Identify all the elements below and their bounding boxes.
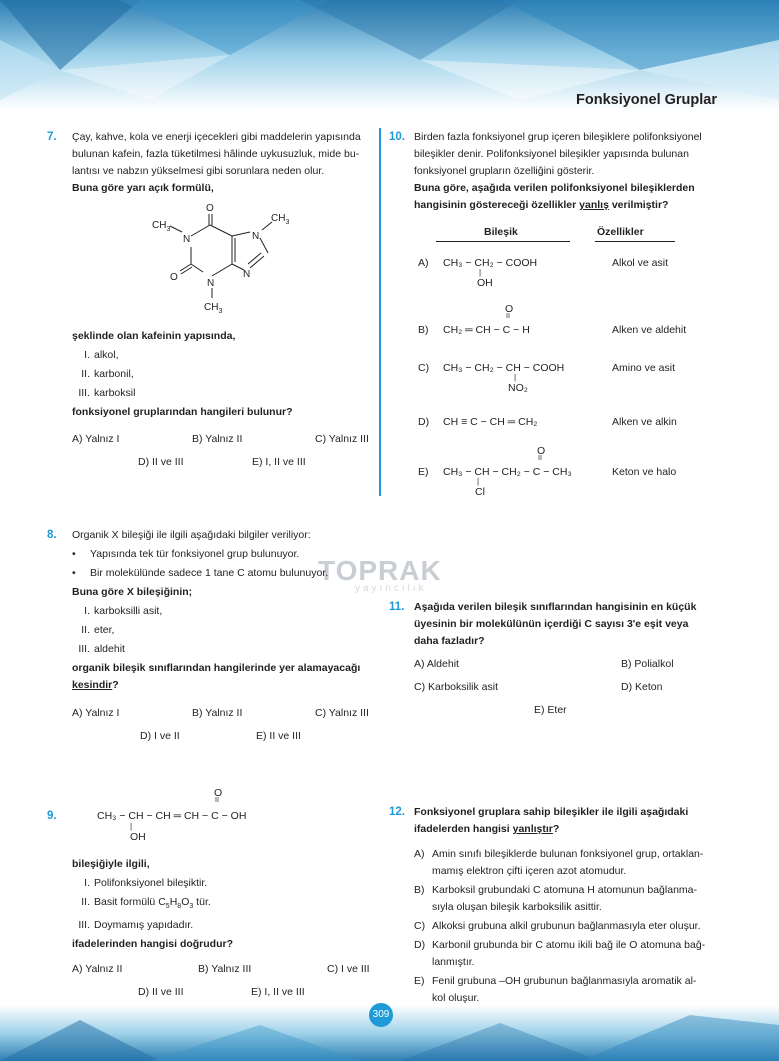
option-a[interactable]: A) Aldehit xyxy=(414,658,459,670)
option-b[interactable]: B) Yalnız III xyxy=(198,963,252,975)
list-item: II. karbonil, xyxy=(81,368,134,380)
question-7-number: 7. xyxy=(47,131,57,143)
q10-intro-line: bileşikler denir. Polifonksiyonel bileşikler yapısında bulunan xyxy=(414,148,689,160)
row-double-bond: II xyxy=(538,455,542,462)
o-top-label: O xyxy=(206,203,214,214)
row-top-group: O xyxy=(505,303,514,315)
option-c[interactable]: C) Yalnız III xyxy=(315,433,369,445)
option-e[interactable]: E) I, II ve III xyxy=(251,986,305,998)
row-double-bond: II xyxy=(506,313,510,320)
option-c[interactable]: C) Karboksilik asit xyxy=(414,681,499,693)
q11-question-line: daha fazladır? xyxy=(414,635,485,647)
row-letter: C) xyxy=(418,362,430,374)
q12-question-line: ifadelerden hangisi yanlıştır? xyxy=(414,823,560,835)
row-property: Alken ve alkin xyxy=(612,416,677,428)
watermark-logo: TOPRAK xyxy=(318,555,442,586)
option-c[interactable]: C) Alkoksi grubuna alkil grubunun bağlanmasıyla eter oluşur. xyxy=(414,920,701,932)
caffeine-structure xyxy=(140,200,310,320)
q9-question: ifadelerinden hangisi doğrudur? xyxy=(72,938,234,951)
row-letter: B) xyxy=(418,324,429,336)
ch3-top-label: $CH_3$ xyxy=(271,213,290,226)
question-10-number: 10. xyxy=(389,131,405,143)
q7-after: şeklinde olan kafeinin yapısında, xyxy=(72,330,236,342)
q7-intro-line: Çay, kahve, kola ve enerji içecekleri gibi maddelerin yapısında xyxy=(72,131,361,143)
row-formula: CH₃ − CH − CH₂ − C − CH₃ xyxy=(443,466,572,478)
row-formula: CH₂ ═ CH − C − H xyxy=(443,324,530,336)
q10-intro-line: fonksiyonel grupların özelliğini gösterir. xyxy=(414,165,595,177)
q8-question-end: kesindir? xyxy=(72,679,119,691)
list-item: II. eter, xyxy=(81,624,115,636)
q9-formula: CH₃ − CH − CH ═ CH − C − OH xyxy=(97,810,247,822)
q11-question-line: Aşağıda verilen bileşik sınıflarından hangisinin en küçük xyxy=(414,601,697,613)
page-title: Fonksiyonel Gruplar xyxy=(576,92,717,108)
row-sub-group: Cl xyxy=(475,486,485,498)
option-b[interactable]: B) Yalnız II xyxy=(192,707,243,719)
q7-question: fonksiyonel gruplarından hangileri bulunur? xyxy=(72,406,293,418)
row-property: Keton ve halo xyxy=(612,466,677,478)
row-property: Alkol ve asit xyxy=(612,257,669,269)
row-formula: CH₃ − CH₂ − COOH xyxy=(443,257,538,269)
row-formula: CH₃ − CH₂ − CH − COOH xyxy=(443,362,565,374)
ch3-bottom-label: $CH_3$ xyxy=(204,302,223,315)
option-d[interactable]: D) Karbonil grubunda bir C atomu ikili bağ ile O atomuna bağ- lanmıştır. xyxy=(414,939,706,968)
n-label: N xyxy=(252,231,260,242)
n-label: N xyxy=(207,278,215,289)
question-12-body xyxy=(414,804,719,838)
option-d[interactable]: D) Keton xyxy=(621,681,663,693)
row-top-group: O xyxy=(537,445,546,457)
q9-oh: OH xyxy=(130,831,146,843)
row-letter: E) xyxy=(418,466,429,478)
table-header-compound: Bileşik xyxy=(484,226,518,238)
question-9-body xyxy=(72,856,372,953)
option-a[interactable]: A) Yalnız I xyxy=(72,433,120,445)
row-formula: CH ≡ C − CH ═ CH₂ xyxy=(443,416,538,428)
option-e[interactable]: E) Eter xyxy=(534,704,567,716)
option-c[interactable]: C) I ve III xyxy=(327,963,370,975)
question-12-number: 12. xyxy=(389,806,405,818)
table-header-property: Özellikler xyxy=(597,226,644,238)
list-item: III. Doymamış yapıdadır. xyxy=(78,919,194,932)
q8-intro: Organik X bileşiği ile ilgili aşağıdaki bilgiler veriliyor: xyxy=(72,529,311,541)
list-item: I. Polifonksiyonel bileşiktir. xyxy=(84,877,208,889)
option-c[interactable]: C) Yalnız III xyxy=(315,707,369,719)
row-property: Amino ve asit xyxy=(612,362,676,374)
page-number: 309 xyxy=(369,1003,393,1027)
list-item: I. alkol, xyxy=(84,349,119,361)
list-item: • Yapısında tek tür fonksiyonel grup bulunuyor. xyxy=(72,548,300,560)
n-label: N xyxy=(183,234,191,245)
row-letter: D) xyxy=(418,416,430,428)
row-sub-group: NO₂ xyxy=(508,382,528,394)
q8-lead: Buna göre X bileşiğinin; xyxy=(72,586,193,598)
question-9-number: 9. xyxy=(47,810,57,822)
ch3-left-label: $CH_3$ xyxy=(152,220,171,233)
q8-question: organik bileşik sınıflarından hangilerinde yer alamayacağı xyxy=(72,662,361,674)
q9-double-bond: II xyxy=(215,797,219,804)
n-label: N xyxy=(243,269,251,280)
list-item: • Bir molekülünde sadece 1 tane C atomu bulunuyor. xyxy=(72,567,329,579)
q7-lead: Buna göre yarı açık formülü, xyxy=(72,182,214,194)
list-item: III. karboksil xyxy=(78,387,136,399)
q9-o-label: O xyxy=(214,787,223,799)
option-d[interactable]: D) II ve III xyxy=(138,986,184,998)
row-bar: | xyxy=(514,373,517,382)
question-11-body xyxy=(414,599,719,650)
q12-options xyxy=(414,846,719,1007)
list-item: III. aldehit xyxy=(78,643,125,655)
q10-question-end: hangisinin göstereceği özellikler yanlış verilmiştir? xyxy=(414,199,669,211)
option-d[interactable]: D) II ve III xyxy=(138,456,184,468)
option-b[interactable]: B) Karboksil grubundaki C atomuna H atomunun bağlanma- sıyla oluşan bileşik karboksilik asittir. xyxy=(414,884,697,913)
table-header-rule xyxy=(595,241,675,242)
row-letter: A) xyxy=(418,257,429,269)
row-bar: | xyxy=(479,268,482,277)
q9-lead: bileşiğiyle ilgili, xyxy=(72,858,150,870)
watermark-sub: yayıncılık xyxy=(355,583,427,594)
question-8-body xyxy=(72,527,372,694)
q10-intro-line: Birden fazla fonksiyonel grup içeren bileşiklere polifonksiyonel xyxy=(414,131,702,143)
list-item: I. karboksilli asit, xyxy=(84,605,163,617)
table-header-rule xyxy=(436,241,570,242)
option-a[interactable]: A) Amin sınıfı bileşiklerde bulunan fonksiyonel grup, ortaklan- mamış elektron çifti içeren azot atomudur. xyxy=(414,848,704,877)
row-bar: | xyxy=(477,477,480,486)
list-item: II. Basit formülü $C_5H_8O_3$ tür. xyxy=(81,896,211,911)
option-e[interactable]: E) II ve III xyxy=(256,730,301,742)
q10-question: Buna göre, aşağıda verilen polifonksiyonel bileşiklerden xyxy=(414,182,695,194)
q7-item-list xyxy=(72,347,135,402)
q11-question-line: üyesinin bir molekülünün içerdiği C sayısı 3'e eşit veya xyxy=(414,618,689,630)
q7-intro-line: lantısı ve nabzın yükselmesi gibi sorunlara neden olur. xyxy=(72,165,325,177)
option-e[interactable]: E) I, II ve III xyxy=(252,456,306,468)
q7-intro-line: bulunan kafein, fazla tüketilmesi hâlinde uykusuzluk, mide bu- xyxy=(72,148,360,160)
row-property: Alken ve aldehit xyxy=(612,324,687,336)
q9-bar: | xyxy=(130,822,133,831)
option-b[interactable]: B) Yalnız II xyxy=(192,433,243,445)
question-7-intro xyxy=(72,129,372,197)
option-a[interactable]: A) Yalnız I xyxy=(72,707,120,719)
option-d[interactable]: D) I ve II xyxy=(140,730,180,742)
question-11-number: 11. xyxy=(389,601,405,613)
option-e[interactable]: E) Fenil grubuna –OH grubunun bağlanmasıyla aromatik al- kol oluşur. xyxy=(414,975,697,1004)
column-divider xyxy=(379,128,381,496)
o-left-label: O xyxy=(170,272,178,283)
q12-question-line: Fonksiyonel gruplara sahip bileşikler ile ilgili aşağıdaki xyxy=(414,806,689,818)
row-sub-group: OH xyxy=(477,277,493,289)
question-8-number: 8. xyxy=(47,529,57,541)
question-10-body xyxy=(414,129,719,214)
option-b[interactable]: B) Polialkol xyxy=(621,658,674,670)
option-a[interactable]: A) Yalnız II xyxy=(72,963,123,975)
